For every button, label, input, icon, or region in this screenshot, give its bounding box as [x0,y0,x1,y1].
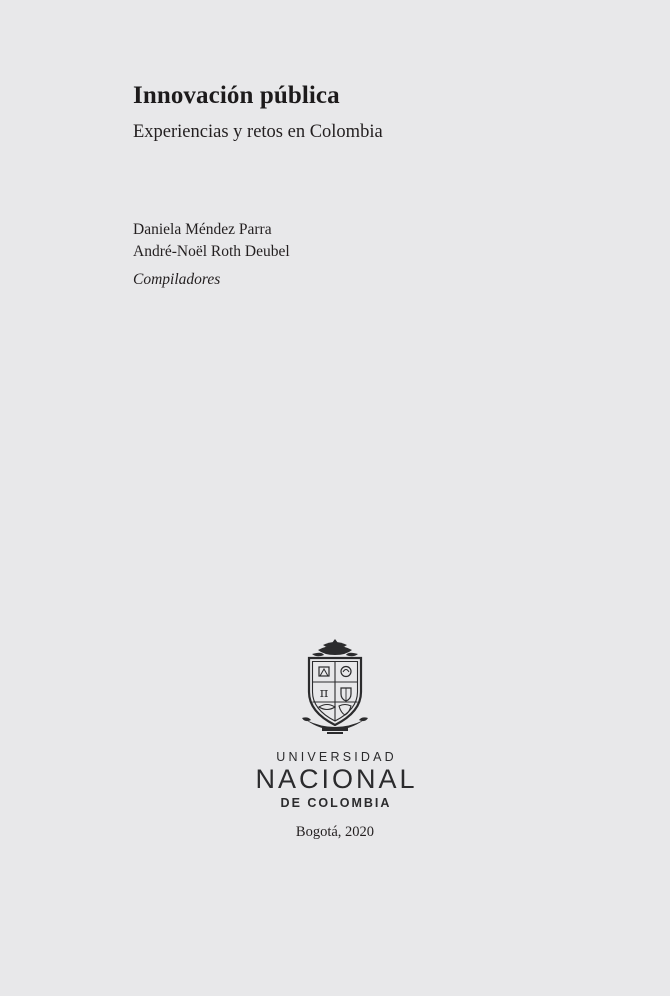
page-title: Innovación pública [133,82,340,109]
publisher-line-de-colombia: DE COLOMBIA [280,796,392,811]
page-subtitle: Experiencias y retos en Colombia [133,121,383,142]
authors-block [133,219,593,291]
author-name: Daniela Méndez Parra [133,221,272,238]
publisher-place-year: Bogotá, 2020 [295,824,375,841]
publisher-block [0,636,670,841]
svg-text:π: π [319,686,329,701]
author-name: André-Noël Roth Deubel [133,243,290,260]
title-block [133,82,593,143]
author-role: Compiladores [133,271,221,288]
university-crest-icon [292,636,378,742]
publisher-line-nacional: NACIONAL [255,764,418,794]
publisher-line-universidad: UNIVERSIDAD [276,750,397,764]
